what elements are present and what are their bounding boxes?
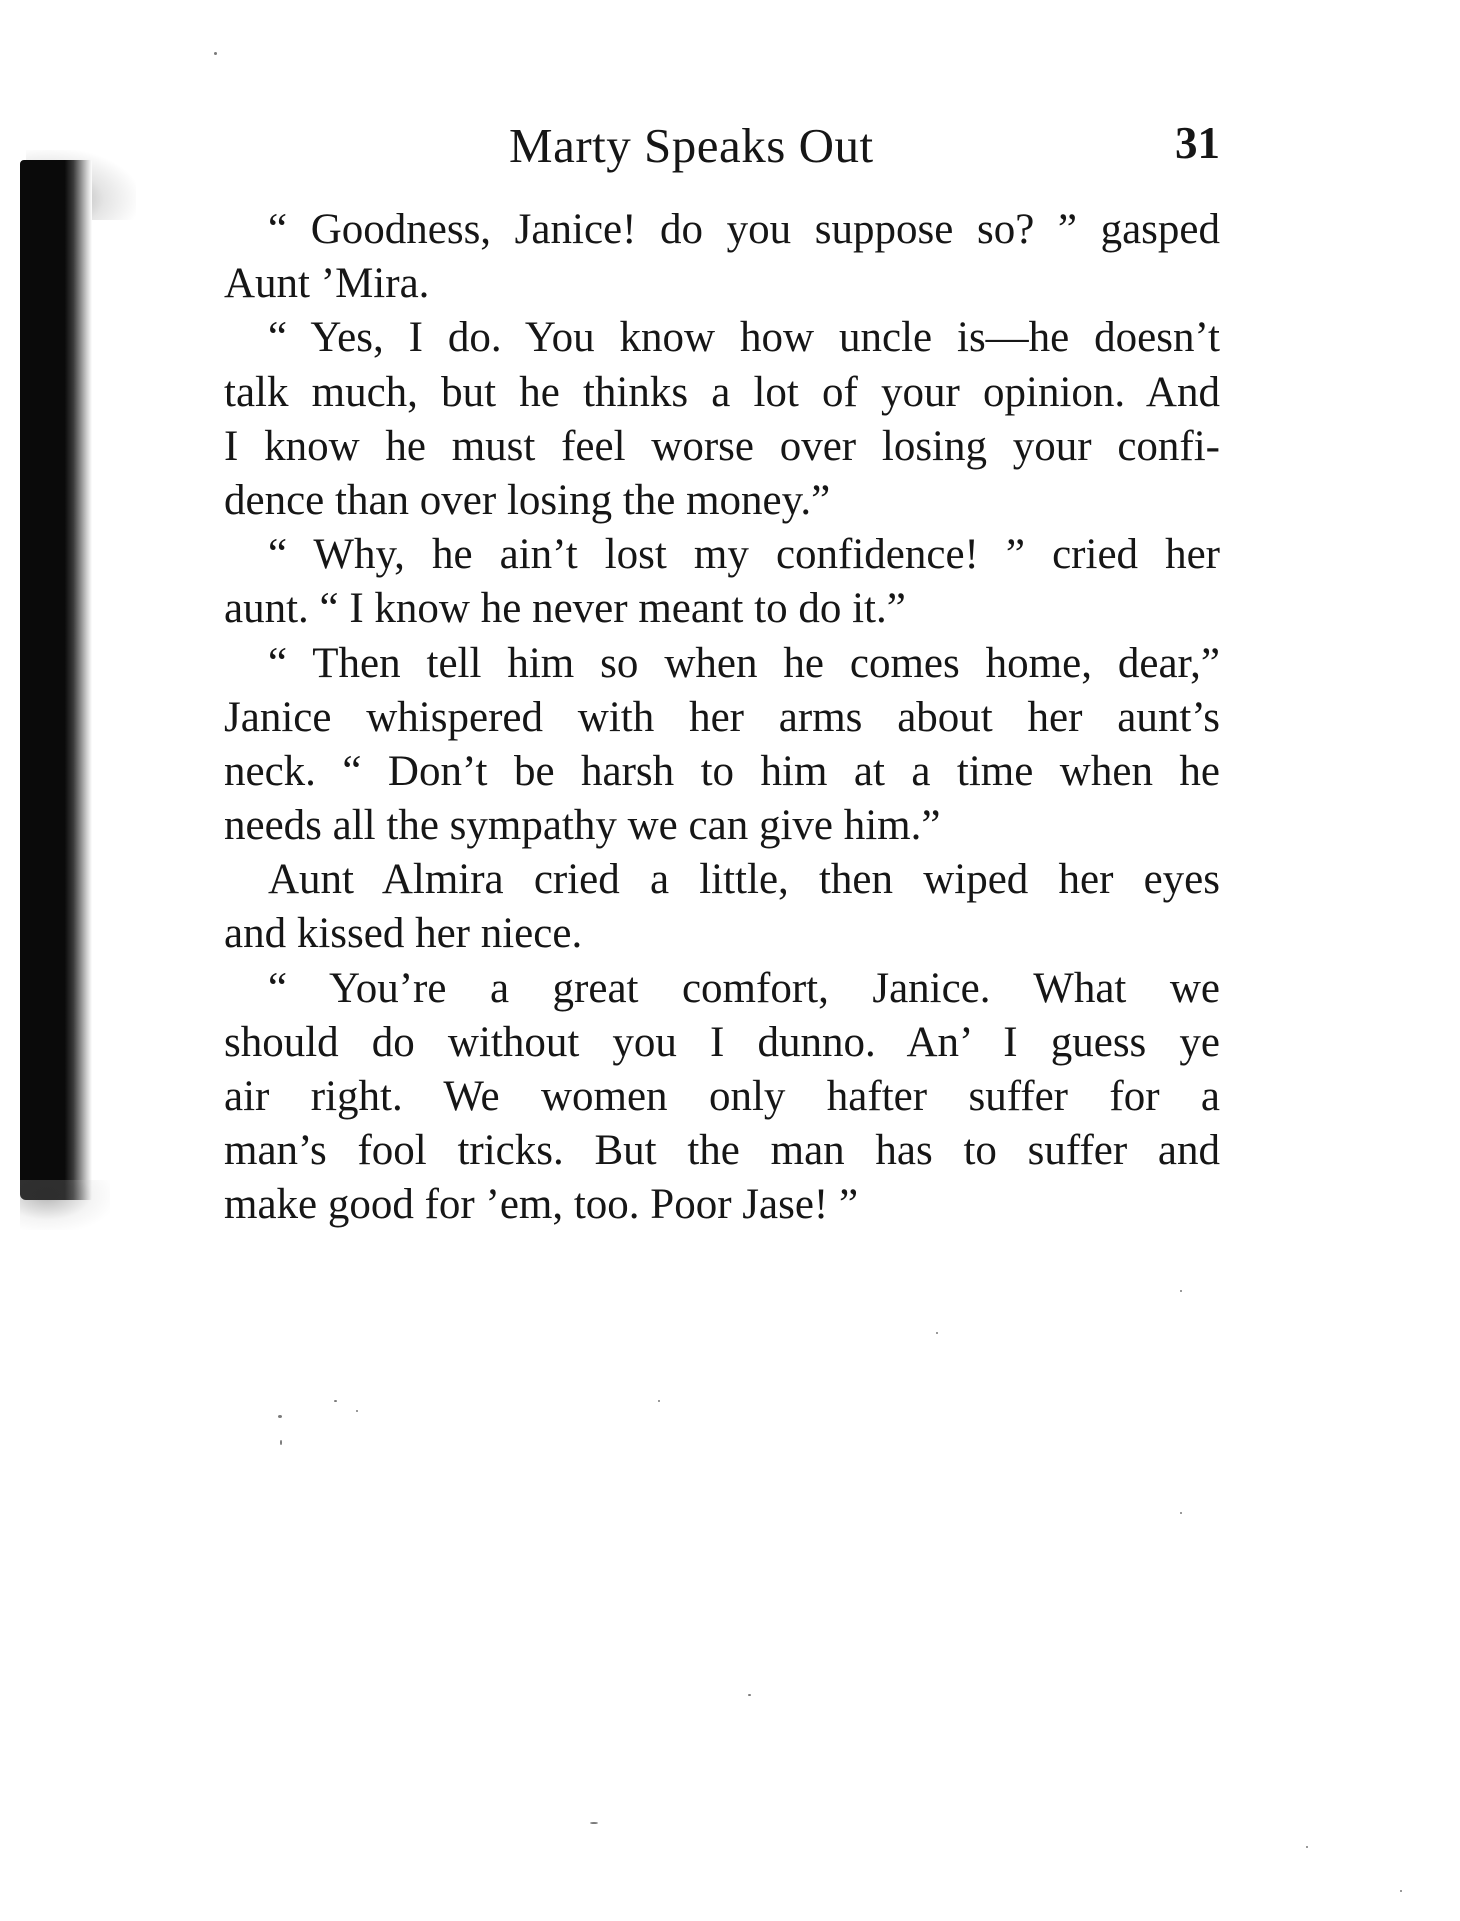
page-number: 31 xyxy=(1175,118,1220,168)
body-text xyxy=(224,203,1220,1233)
scan-speck xyxy=(214,52,217,55)
scan-speck xyxy=(1400,1890,1402,1892)
scan-speck xyxy=(280,1440,282,1445)
scan-speck xyxy=(1180,1512,1182,1514)
text-line: “ Goodness, Janice! do you suppose so? ” gasped xyxy=(268,206,1220,253)
text-line: I know he must feel worse over losing your confi- xyxy=(224,422,1220,470)
text-line: aunt. “ I know he never meant to do it.” xyxy=(224,585,906,633)
scan-speck xyxy=(590,1822,598,1824)
binding-shadow-bottom xyxy=(20,1180,110,1230)
text-line: “ Yes, I do. You know how uncle is—he doesn’t xyxy=(268,314,1220,362)
scan-speck xyxy=(748,1694,751,1696)
text-line: talk much, but he thinks a lot of your opinion. And xyxy=(224,368,1220,416)
text-line: Aunt Almira cried a little, then wiped her eyes xyxy=(268,856,1220,904)
text-line: dence than over losing the money.” xyxy=(224,476,831,524)
running-title: Marty Speaks Out xyxy=(509,118,874,173)
text-line: and kissed her niece. xyxy=(224,910,583,958)
scan-speck xyxy=(936,1332,938,1334)
text-line: Janice whispered with her arms about her aunt’s xyxy=(224,693,1220,741)
text-line: neck. “ Don’t be harsh to him at a time when he xyxy=(224,747,1220,795)
text-line: “ Why, he ain’t lost my confidence! ” cried her xyxy=(268,531,1220,579)
scan-speck xyxy=(1306,1846,1308,1848)
scan-speck xyxy=(334,1400,337,1402)
text-line: Aunt ’Mira. xyxy=(224,260,430,308)
scan-speck xyxy=(278,1415,282,1418)
text-line: “ Then tell him so when he comes home, dear,” xyxy=(268,639,1220,687)
binding-shadow xyxy=(20,160,92,1200)
scan-speck xyxy=(1180,1290,1182,1292)
text-line: should do without you I dunno. An’ I guess ye xyxy=(224,1018,1220,1066)
text-line: man’s fool tricks. But the man has to suffer and xyxy=(224,1127,1220,1175)
text-line: make good for ’em, too. Poor Jase! ” xyxy=(224,1181,859,1229)
text-line: air right. We women only hafter suffer for a xyxy=(224,1073,1220,1120)
page-header xyxy=(224,117,1220,187)
scan-speck xyxy=(658,1400,660,1402)
scan-speck xyxy=(356,1410,358,1412)
text-line: needs all the sympathy we can give him.” xyxy=(224,802,941,850)
text-line: “ You’re a great comfort, Janice. What we xyxy=(268,964,1220,1012)
